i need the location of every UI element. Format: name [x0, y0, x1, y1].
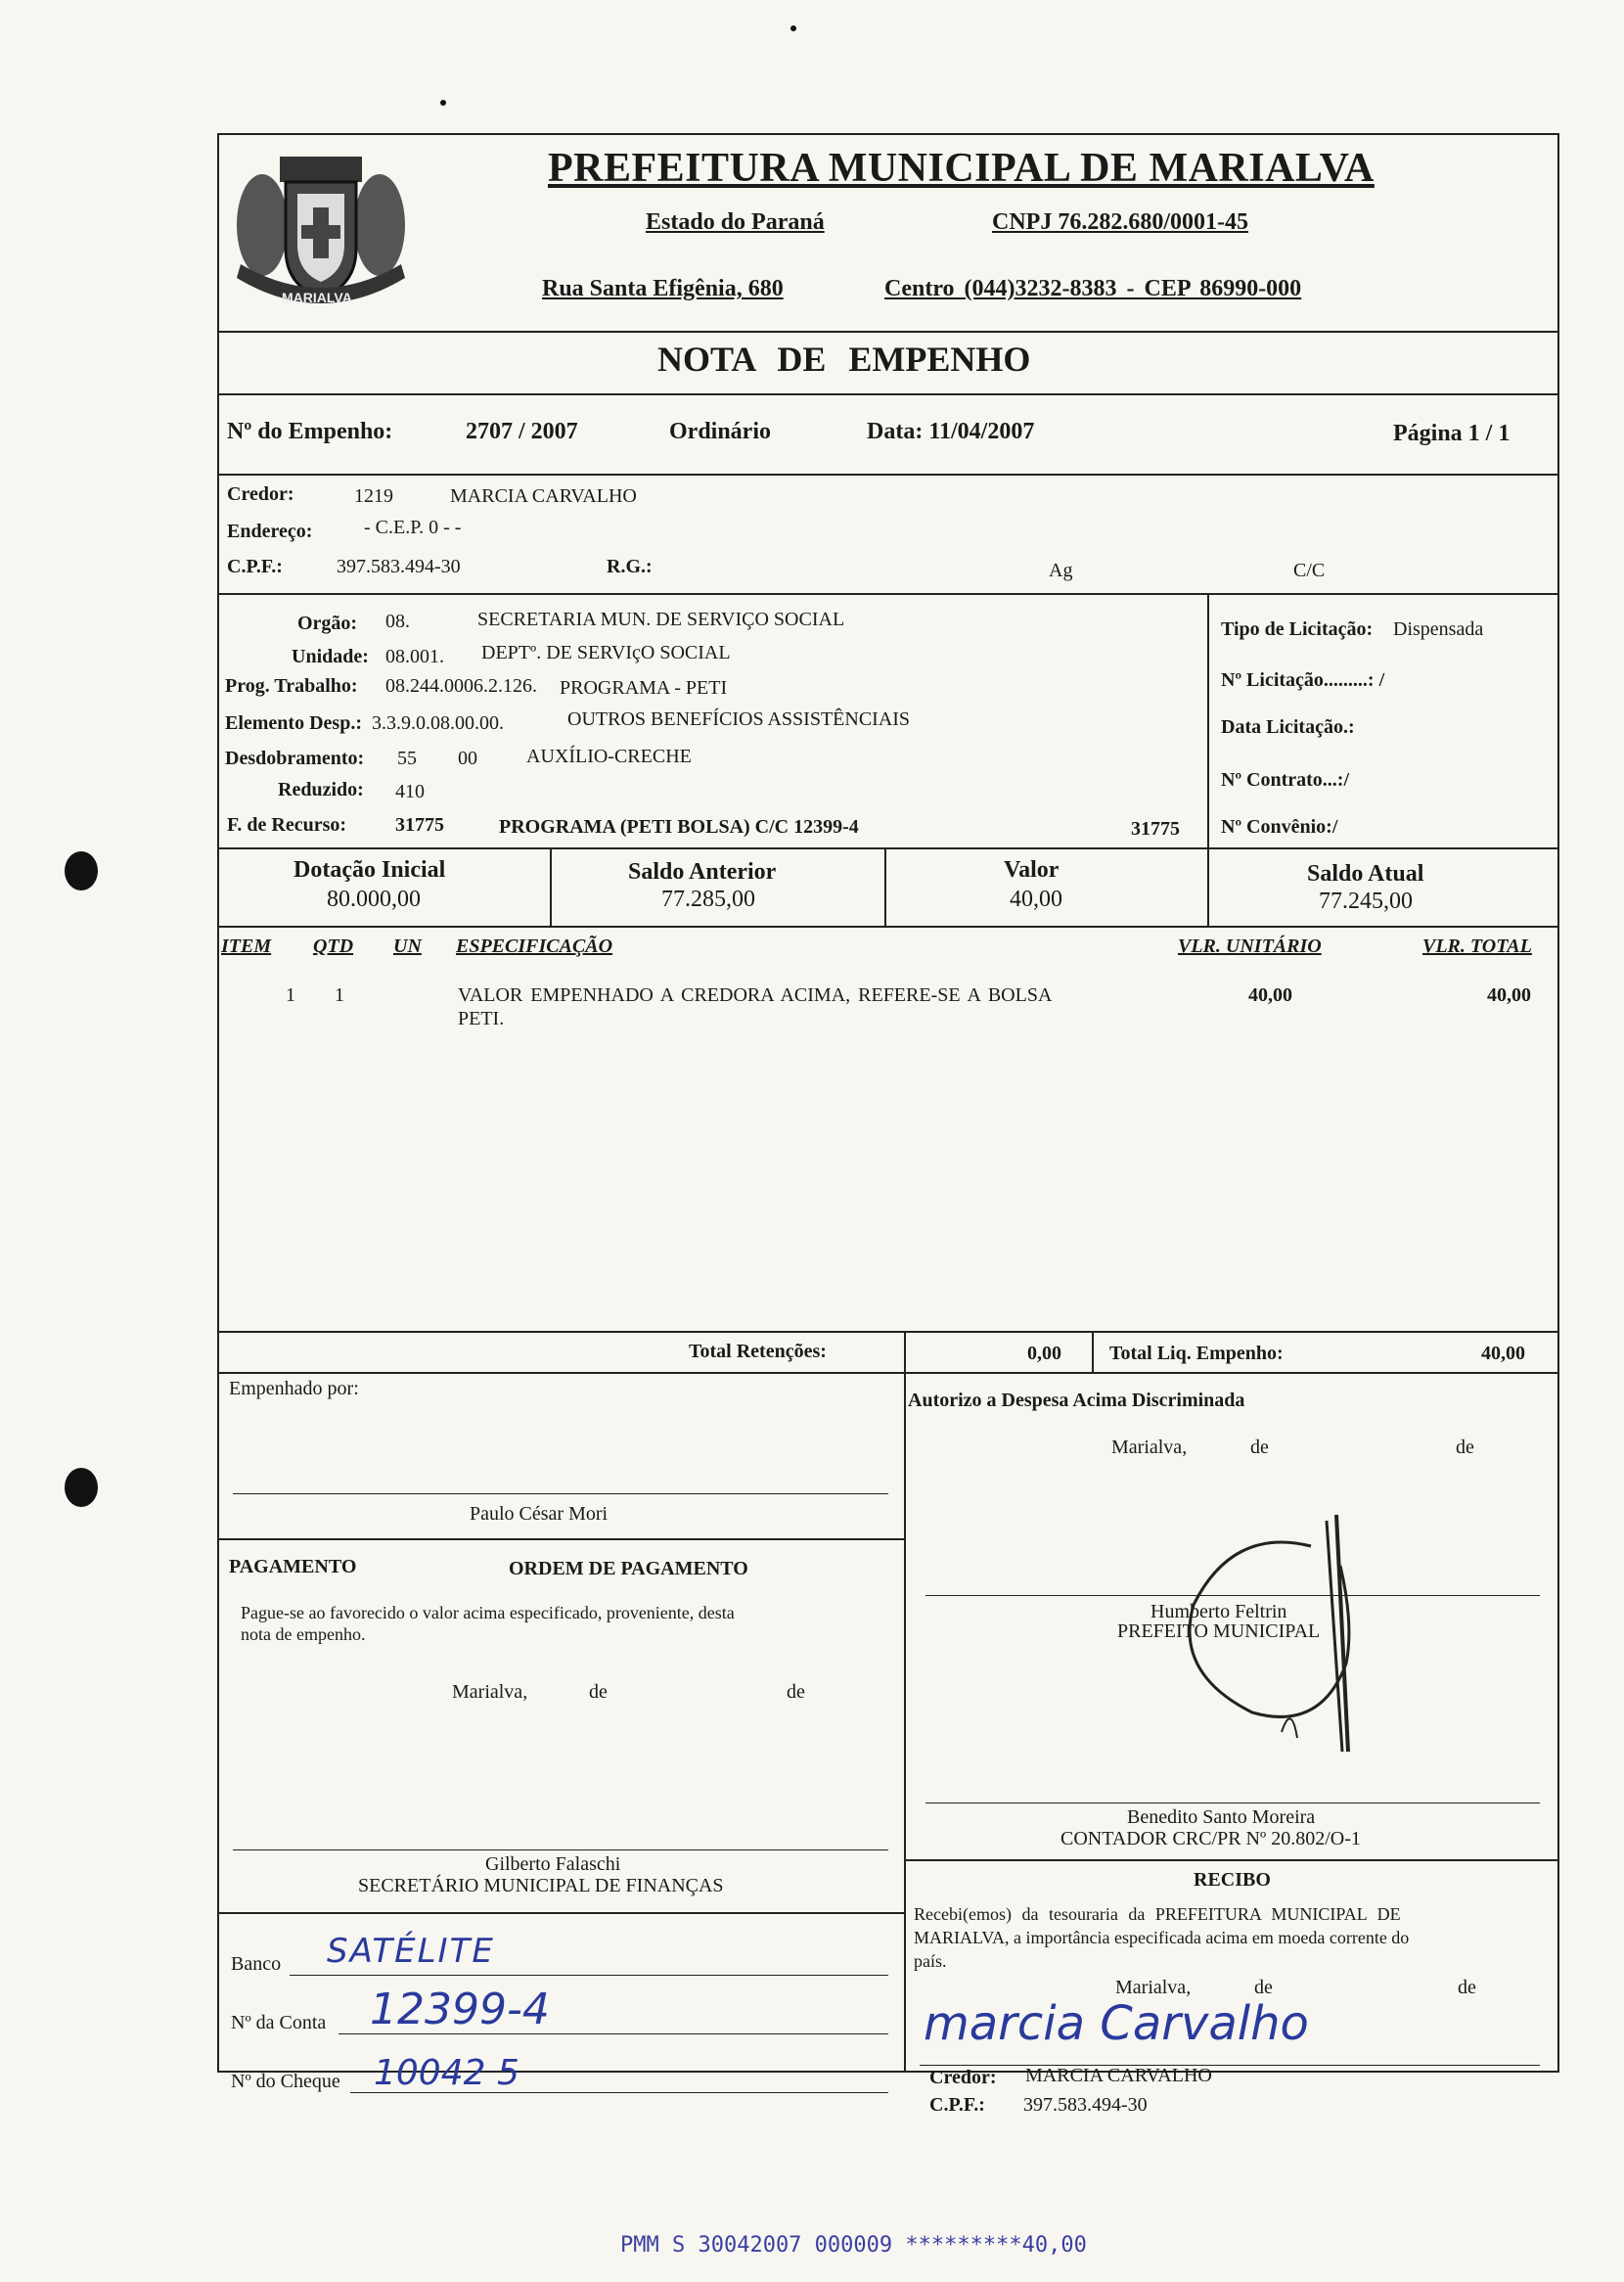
- total-liq-label: Total Liq. Empenho:: [1109, 1343, 1284, 1364]
- recibo-cpf-label: C.P.F.:: [929, 2094, 985, 2116]
- divider: [904, 1331, 906, 1372]
- divider: [1207, 593, 1209, 847]
- prog-label: Prog. Trabalho:: [225, 675, 358, 697]
- rg-label: R.G.:: [607, 556, 653, 577]
- saldo-anterior-value: 77.285,00: [661, 887, 755, 912]
- cc-label: C/C: [1293, 560, 1326, 581]
- autorizo-label: Autorizo a Despesa Acima Discriminada: [908, 1390, 1245, 1411]
- recibo-cpf-value: 397.583.494-30: [1023, 2094, 1148, 2116]
- prefeito-title: PREFEITO MUNICIPAL: [1117, 1620, 1321, 1642]
- recurso-name: PROGRAMA (PETI BOLSA) C/C 12399-4: [499, 816, 859, 838]
- recurso-code-2: 31775: [1131, 818, 1180, 840]
- recibo-de-1: de: [1254, 1977, 1273, 1998]
- elemento-label: Elemento Desp.:: [225, 712, 362, 734]
- valor-value: 40,00: [1010, 887, 1062, 912]
- orgao-label: Orgão:: [297, 613, 358, 634]
- pagamento-text-line1: Pague-se ao favorecido o valor acima especificado, proveniente, desta: [241, 1603, 735, 1622]
- unidade-label: Unidade:: [292, 646, 369, 667]
- endereco-value: - C.E.P. 0 - -: [364, 517, 462, 538]
- contador-title: CONTADOR CRC/PR Nº 20.802/O-1: [1060, 1828, 1361, 1849]
- page-title: PREFEITURA MUNICIPAL DE MARIALVA: [548, 146, 1375, 191]
- saldo-atual-value: 77.245,00: [1319, 889, 1413, 914]
- reduzido-label: Reduzido:: [278, 779, 364, 800]
- numero-licitacao: Nº Licitação.........: /: [1221, 669, 1385, 691]
- signature-line: [233, 1493, 888, 1494]
- address-label: Rua Santa Efigênia, 680: [542, 276, 784, 301]
- data-licitacao: Data Licitação.:: [1221, 716, 1355, 738]
- desdobramento-sub: 00: [458, 748, 477, 769]
- secretario-name: Gilberto Falaschi: [485, 1853, 621, 1875]
- speck: [790, 25, 796, 31]
- total-retencoes-value: 0,00: [1027, 1343, 1061, 1364]
- recibo-title: RECIBO: [1194, 1869, 1271, 1891]
- signature-line: [920, 2065, 1540, 2066]
- dotacao-value: 80.000,00: [327, 887, 421, 912]
- saldo-atual-label: Saldo Atual: [1307, 861, 1424, 887]
- dotacao-label: Dotação Inicial: [293, 857, 446, 883]
- punch-hole-top: [65, 851, 98, 890]
- saldo-anterior-label: Saldo Anterior: [628, 859, 777, 885]
- col-vlr-unitario: VLR. UNITÁRIO: [1178, 936, 1322, 957]
- ag-label: Ag: [1049, 560, 1073, 581]
- divider: [904, 1372, 906, 2073]
- pagamento-label: PAGAMENTO: [229, 1556, 357, 1577]
- pagamento-text-line2: nota de empenho.: [241, 1624, 366, 1644]
- empenho-number-label: Nº do Empenho:: [227, 419, 393, 444]
- col-especificacao: ESPECIFICAÇÃO: [456, 936, 613, 957]
- document-title: NOTA DE EMPENHO: [657, 340, 1031, 379]
- autorizo-de-2: de: [1456, 1437, 1474, 1458]
- credor-name: MARCIA CARVALHO: [450, 485, 637, 507]
- item-description-line1: VALOR EMPENHADO A CREDORA ACIMA, REFERE-SE A BOLSA: [458, 984, 1053, 1006]
- divider: [1207, 847, 1209, 926]
- pagamento-place: Marialva,: [452, 1681, 528, 1703]
- prog-name: PROGRAMA - PETI: [560, 677, 728, 699]
- tipo-licitacao-value: Dispensada: [1393, 618, 1484, 640]
- secretario-title: SECRETÁRIO MUNICIPAL DE FINANÇAS: [358, 1875, 724, 1896]
- divider: [217, 1538, 904, 1540]
- divider: [217, 847, 1559, 849]
- item-vlr-total: 40,00: [1487, 984, 1531, 1006]
- recibo-credor-name: MARCIA CARVALHO: [1025, 2065, 1212, 2086]
- empenhado-por-name: Paulo César Mori: [470, 1503, 609, 1525]
- prefeito-name: Humberto Feltrin: [1150, 1601, 1287, 1622]
- contact-label: Centro (044)3232-8383 - CEP 86990-000: [884, 276, 1302, 301]
- divider: [217, 474, 1559, 476]
- state-label: Estado do Paraná: [646, 209, 825, 235]
- cnpj-label: CNPJ 76.282.680/0001-45: [992, 209, 1248, 235]
- empenho-number: 2707 / 2007: [466, 419, 578, 444]
- elemento-code: 3.3.9.0.08.00.00.: [372, 712, 504, 734]
- recibo-credor-label: Credor:: [929, 2067, 997, 2088]
- cpf-label: C.P.F.:: [227, 556, 283, 577]
- divider: [217, 1912, 904, 1914]
- col-qtd: QTD: [313, 936, 354, 957]
- divider: [217, 1372, 1559, 1374]
- banco-label: Banco: [231, 1953, 282, 1975]
- logo-banner-text: MARIALVA: [282, 290, 352, 305]
- recurso-code: 31775: [395, 814, 444, 836]
- col-item: ITEM: [221, 936, 272, 957]
- speck: [440, 100, 446, 106]
- recurso-label: F. de Recurso:: [227, 814, 347, 836]
- empenho-date: Data: 11/04/2007: [867, 419, 1035, 444]
- endereco-label: Endereço:: [227, 521, 313, 542]
- field-line: [290, 1975, 888, 1976]
- numero-convenio: Nº Convênio:/: [1221, 816, 1338, 838]
- tipo-licitacao-label: Tipo de Licitação:: [1221, 618, 1374, 640]
- conta-label: Nº da Conta: [231, 2012, 327, 2033]
- cheque-value: 10042 5: [374, 2053, 519, 2093]
- cpf-value: 397.583.494-30: [337, 556, 461, 577]
- empenho-type: Ordinário: [669, 419, 772, 444]
- divider: [884, 847, 886, 926]
- col-un: UN: [393, 936, 422, 957]
- col-vlr-total: VLR. TOTAL: [1422, 936, 1532, 957]
- recibo-text-line2: MARIALVA, a importância especificada acima em moeda corrente do: [914, 1928, 1410, 1947]
- field-line: [338, 2033, 888, 2034]
- recibo-de-2: de: [1458, 1977, 1476, 1998]
- item-number: 1: [286, 984, 295, 1006]
- recibo-text-line1: Recebi(emos) da tesouraria da PREFEITURA MUNICIPAL DE: [914, 1904, 1401, 1924]
- item-qtd: 1: [335, 984, 344, 1006]
- pagamento-de-2: de: [787, 1681, 805, 1703]
- valor-label: Valor: [1004, 857, 1060, 883]
- credor-label: Credor:: [227, 483, 294, 505]
- divider: [217, 1331, 1559, 1333]
- elemento-name: OUTROS BENEFÍCIOS ASSISTÊNCIAIS: [567, 708, 911, 730]
- divider: [550, 847, 552, 926]
- pagamento-de-1: de: [589, 1681, 608, 1703]
- recibo-text-line3: país.: [914, 1951, 947, 1971]
- conta-value: 12399-4: [370, 1985, 550, 2034]
- divider: [217, 393, 1559, 395]
- credor-code: 1219: [354, 485, 393, 507]
- signature-line: [233, 1849, 888, 1850]
- credor-signature: marcia Carvalho: [924, 1996, 1309, 2051]
- divider: [1092, 1331, 1094, 1372]
- orgao-name: SECRETARIA MUN. DE SERVIÇO SOCIAL: [477, 609, 845, 630]
- item-vlr-unitario: 40,00: [1248, 984, 1292, 1006]
- total-retencoes-label: Total Retenções:: [689, 1341, 827, 1362]
- divider: [217, 331, 1559, 333]
- unidade-code: 08.001.: [385, 646, 444, 667]
- banco-value: SATÉLITE: [327, 1932, 495, 1971]
- empenhado-por-label: Empenhado por:: [229, 1378, 359, 1399]
- total-liq-value: 40,00: [1481, 1343, 1525, 1364]
- ordem-pagamento-label: ORDEM DE PAGAMENTO: [509, 1558, 748, 1579]
- item-description-line2: PETI.: [458, 1008, 505, 1029]
- page-number: Página 1 / 1: [1393, 421, 1511, 446]
- divider: [217, 593, 1559, 595]
- divider: [217, 926, 1559, 928]
- numero-contrato: Nº Contrato...:/: [1221, 769, 1350, 791]
- prog-code: 08.244.0006.2.126.: [385, 675, 537, 697]
- desdobramento-code: 55: [397, 748, 417, 769]
- cheque-label: Nº do Cheque: [231, 2071, 340, 2092]
- unidade-name: DEPTº. DE SERVIçO SOCIAL: [481, 642, 731, 663]
- prefeito-signature: [1115, 1507, 1370, 1781]
- reduzido-value: 410: [395, 781, 425, 802]
- field-line: [350, 2092, 888, 2093]
- recibo-place: Marialva,: [1115, 1977, 1192, 1998]
- punch-hole-bottom: [65, 1468, 98, 1507]
- orgao-code: 08.: [385, 611, 410, 632]
- machine-print: PMM S 30042007 000009 *********40,00: [620, 2233, 1087, 2258]
- desdobramento-label: Desdobramento:: [225, 748, 365, 769]
- divider: [904, 1859, 1559, 1861]
- autorizo-de-1: de: [1250, 1437, 1269, 1458]
- autorizo-place: Marialva,: [1111, 1437, 1188, 1458]
- desdobramento-name: AUXÍLIO-CRECHE: [526, 746, 692, 767]
- contador-name: Benedito Santo Moreira: [1127, 1806, 1316, 1828]
